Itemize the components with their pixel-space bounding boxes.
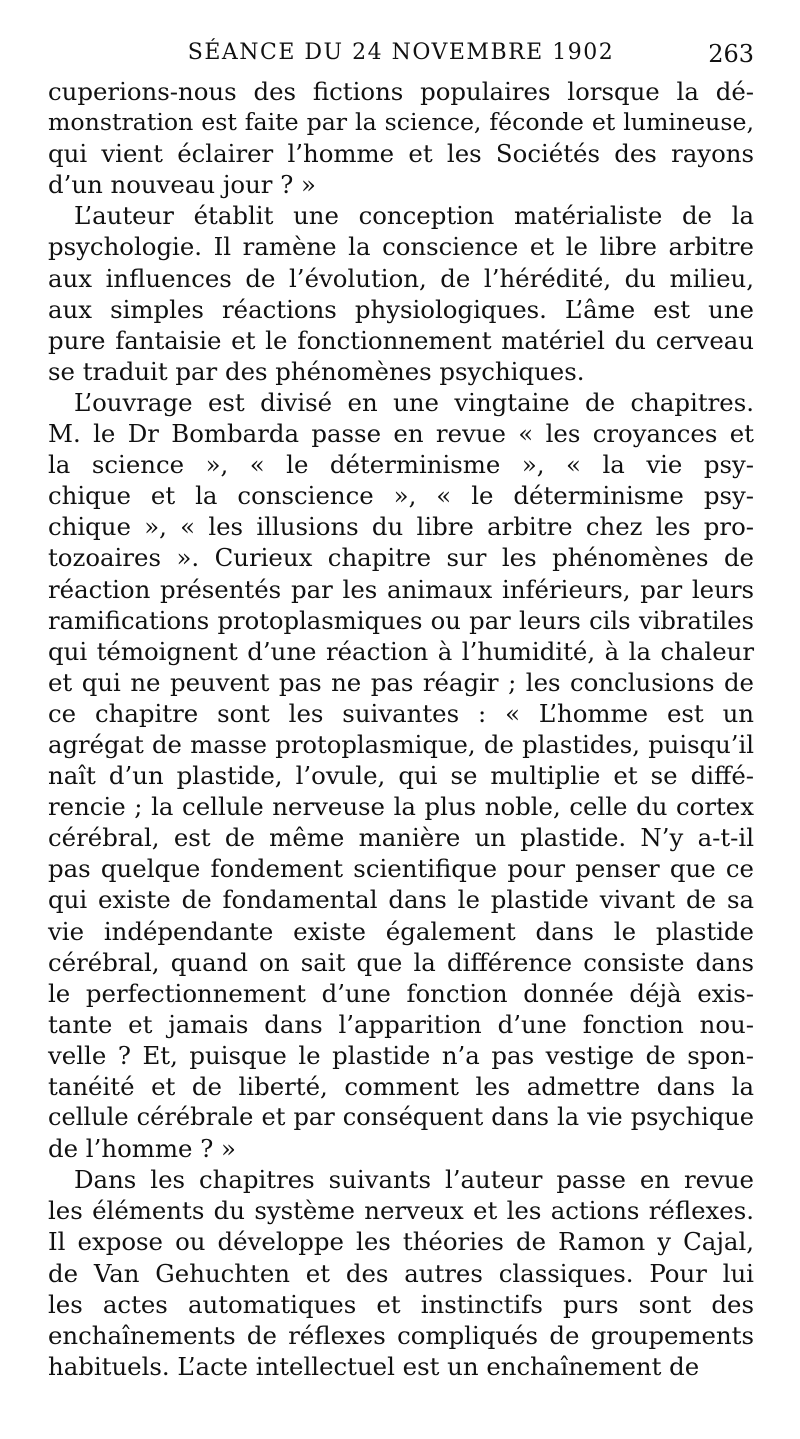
running-title: SÉANCE DU 24 NOVEMBRE 1902 — [187, 40, 615, 65]
text-line: le perfectionnement d’une fonction donnée déjà exis- — [48, 978, 754, 1008]
text-line: enchaînements de réflexes compliqués de groupements — [48, 1320, 754, 1350]
text-line: habituels. L’acte intellectuel est un enchaînement de — [48, 1351, 700, 1381]
paragraph — [48, 200, 754, 387]
text-line: psychologie. Il ramène la conscience et le libre arbitre — [48, 232, 754, 262]
text-line: Il expose ou développe les théories de Ramon y Cajal, — [48, 1227, 754, 1257]
text-line: L’ouvrage est divisé en une vingtaine de chapitres. — [74, 387, 754, 417]
text-line: naît d’un plastide, l’ovule, qui se multiplie et se diffé- — [48, 761, 754, 791]
text-line: velle ? Et, puisque le plastide n’a pas vestige de spon- — [48, 1040, 754, 1070]
text-line: réaction présentés par les animaux inférieurs, par leurs — [48, 574, 754, 604]
running-header — [48, 40, 754, 70]
text-line: qui existe de fondamental dans le plastide vivant de sa — [48, 885, 754, 915]
text-line: cuperions-nous des fictions populaires lorsque la dé- — [48, 77, 754, 106]
text-line: agrégat de masse protoplasmique, de plastides, puisqu’il — [48, 729, 754, 759]
text-line: et qui ne peuvent pas ne pas réagir ; les conclusions de — [48, 667, 754, 697]
text-line: L’auteur établit une conception matérialiste de la — [74, 201, 754, 231]
text-line: rencie ; la cellule nerveuse la plus noble, celle du cortex — [48, 792, 754, 822]
text-line: chique et la conscience », « le déterminisme psy- — [48, 481, 754, 511]
text-line: qui vient éclairer l’homme et les Sociétés des rayons — [48, 139, 754, 169]
text-line: d’un nouveau jour ? » — [48, 170, 316, 200]
paragraph — [48, 1164, 754, 1382]
text-line: de l’homme ? » — [48, 1134, 236, 1164]
text-line: vie indépendante existe également dans le plastide — [48, 916, 754, 946]
text-line: cellule cérébrale et par conséquent dans la vie psychique — [48, 1103, 754, 1132]
text-line: ramifications protoplasmiques ou par leurs cils vibratiles — [48, 605, 754, 635]
text-line: pas quelque fondement scientifique pour penser que ce — [48, 854, 754, 884]
text-line: tozoaires ». Curieux chapitre sur les phénomènes de — [48, 543, 754, 573]
text-line: M. le Dr Bombarda passe en revue « les croyances et — [48, 419, 754, 449]
text-line: les éléments du système nerveux et les actions réflexes. — [48, 1196, 754, 1226]
page-number: 263 — [708, 40, 754, 68]
text-line: cérébral, est de même manière un plastide. N’y a-t-il — [48, 823, 754, 853]
text-line: les actes automatiques et instinctifs purs sont des — [48, 1289, 754, 1319]
body-text — [48, 76, 754, 1382]
text-line: Dans les chapitres suivants l’auteur passe en revue — [74, 1165, 754, 1195]
text-line: qui témoignent d’une réaction à l’humidité, à la chaleur — [48, 636, 754, 666]
text-line: tante et jamais dans l’apparition d’une fonction nou- — [48, 1009, 754, 1039]
text-line: ce chapitre sont les suivantes : « L’homme est un — [48, 698, 754, 728]
text-line: la science », « le déterminisme », « la vie psy- — [48, 450, 754, 480]
text-line: pure fantaisie et le fonctionnement matériel du cerveau — [48, 325, 754, 355]
text-line: chique », « les illusions du libre arbitre chez les pro- — [48, 512, 754, 542]
text-line: tanéité et de liberté, comment les admettre dans la — [48, 1072, 754, 1101]
text-line: monstration est faite par la science, féconde et lumineuse, — [48, 108, 754, 137]
text-line: aux simples réactions physiologiques. L’âme est une — [48, 294, 754, 324]
text-line: de Van Gehuchten et des autres classiques. Pour lui — [48, 1258, 754, 1288]
text-line: cérébral, quand on sait que la différence consiste dans — [48, 947, 754, 977]
text-line: aux influences de l’évolution, de l’hérédité, du milieu, — [48, 263, 754, 293]
paragraph — [48, 76, 754, 200]
text-line: se traduit par des phénomènes psychiques. — [48, 356, 585, 386]
paragraph — [48, 387, 754, 1164]
